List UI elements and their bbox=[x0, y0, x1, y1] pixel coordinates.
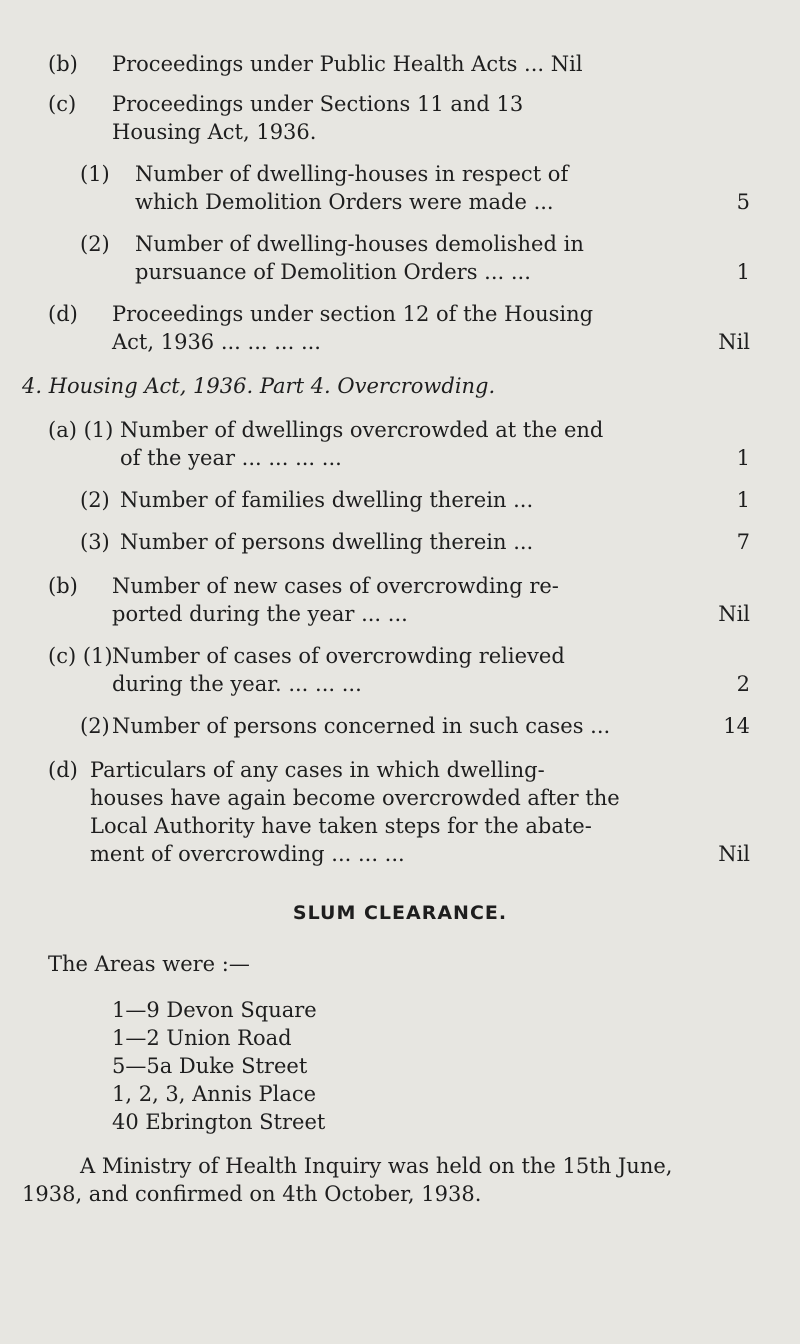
item-d-value: Nil bbox=[718, 330, 750, 354]
area-item-1: 1—9 Devon Square bbox=[112, 998, 317, 1022]
area-item-5: 40 Ebrington Street bbox=[112, 1110, 326, 1134]
s4-c1-text-line2: during the year. ... ... ... bbox=[112, 672, 362, 696]
item-c-label: (c) bbox=[48, 92, 77, 116]
area-item-3: 5—5a Duke Street bbox=[112, 1054, 308, 1078]
s4-a1-value: 1 bbox=[736, 446, 750, 470]
item-c-text-line2: Housing Act, 1936. bbox=[112, 120, 317, 144]
item-c1-label: (1) bbox=[80, 162, 110, 186]
s4-b-text-line1: Number of new cases of overcrowding re- bbox=[112, 574, 559, 598]
item-c2-label: (2) bbox=[80, 232, 110, 256]
item-c1-value: 5 bbox=[736, 190, 750, 214]
s4-b-text-line2: ported during the year ... ... bbox=[112, 602, 408, 626]
s4-d-value: Nil bbox=[718, 842, 750, 866]
s4-a1-label: (a) (1) bbox=[48, 418, 114, 442]
s4-c1-value: 2 bbox=[736, 672, 750, 696]
s4-c1-label: (c) (1) bbox=[48, 644, 113, 668]
s4-c2-value: 14 bbox=[723, 714, 750, 738]
s4-b-value: Nil bbox=[718, 602, 750, 626]
s4-c1-text-line1: Number of cases of overcrowding relieved bbox=[112, 644, 565, 668]
s4-a2-text: Number of families dwelling therein ... bbox=[120, 488, 534, 512]
slum-paragraph-line2: 1938, and confirmed on 4th October, 1938. bbox=[22, 1182, 482, 1206]
s4-d-text-line4: ment of overcrowding ... ... ... bbox=[90, 842, 405, 866]
item-c1-text-line2: which Demolition Orders were made ... bbox=[135, 190, 554, 214]
item-b-label: (b) bbox=[48, 52, 78, 76]
s4-d-text-line2: houses have again become overcrowded after the bbox=[90, 786, 620, 810]
s4-b-label: (b) bbox=[48, 574, 78, 598]
s4-a2-value: 1 bbox=[736, 488, 750, 512]
item-c2-text-line2: pursuance of Demolition Orders ... ... bbox=[135, 260, 531, 284]
s4-d-label: (d) bbox=[48, 758, 78, 782]
item-c1-text-line1: Number of dwelling-houses in respect of bbox=[135, 162, 569, 186]
item-c2-text-line1: Number of dwelling-houses demolished in bbox=[135, 232, 584, 256]
s4-a3-text: Number of persons dwelling therein ... bbox=[120, 530, 534, 554]
item-b-text: Proceedings under Public Health Acts ... Nil bbox=[112, 52, 583, 76]
area-item-2: 1—2 Union Road bbox=[112, 1026, 292, 1050]
s4-a3-value: 7 bbox=[736, 530, 750, 554]
item-d-text-line1: Proceedings under section 12 of the Housing bbox=[112, 302, 594, 326]
slum-intro: The Areas were :— bbox=[48, 952, 250, 976]
s4-a2-label: (2) bbox=[80, 488, 110, 512]
section-4-title: 4. Housing Act, 1936. Part 4. Overcrowding. bbox=[22, 374, 496, 398]
s4-d-text-line1: Particulars of any cases in which dwelling- bbox=[90, 758, 545, 782]
s4-a1-text-line1: Number of dwellings overcrowded at the end bbox=[120, 418, 604, 442]
item-c-text-line1: Proceedings under Sections 11 and 13 bbox=[112, 92, 524, 116]
s4-a1-text-line2: of the year ... ... ... ... bbox=[120, 446, 342, 470]
slum-paragraph-line1: A Ministry of Health Inquiry was held on the 15th June, bbox=[80, 1154, 673, 1178]
item-d-text-line2: Act, 1936 ... ... ... ... bbox=[112, 330, 321, 354]
s4-a3-label: (3) bbox=[80, 530, 110, 554]
item-d-label: (d) bbox=[48, 302, 78, 326]
s4-c2-text: Number of persons concerned in such cases ... bbox=[112, 714, 611, 738]
item-c2-value: 1 bbox=[736, 260, 750, 284]
s4-c2-label: (2) bbox=[80, 714, 110, 738]
slum-clearance-heading: SLUM CLEARANCE. bbox=[292, 902, 508, 924]
area-item-4: 1, 2, 3, Annis Place bbox=[112, 1082, 317, 1106]
s4-d-text-line3: Local Authority have taken steps for the abate- bbox=[90, 814, 592, 838]
